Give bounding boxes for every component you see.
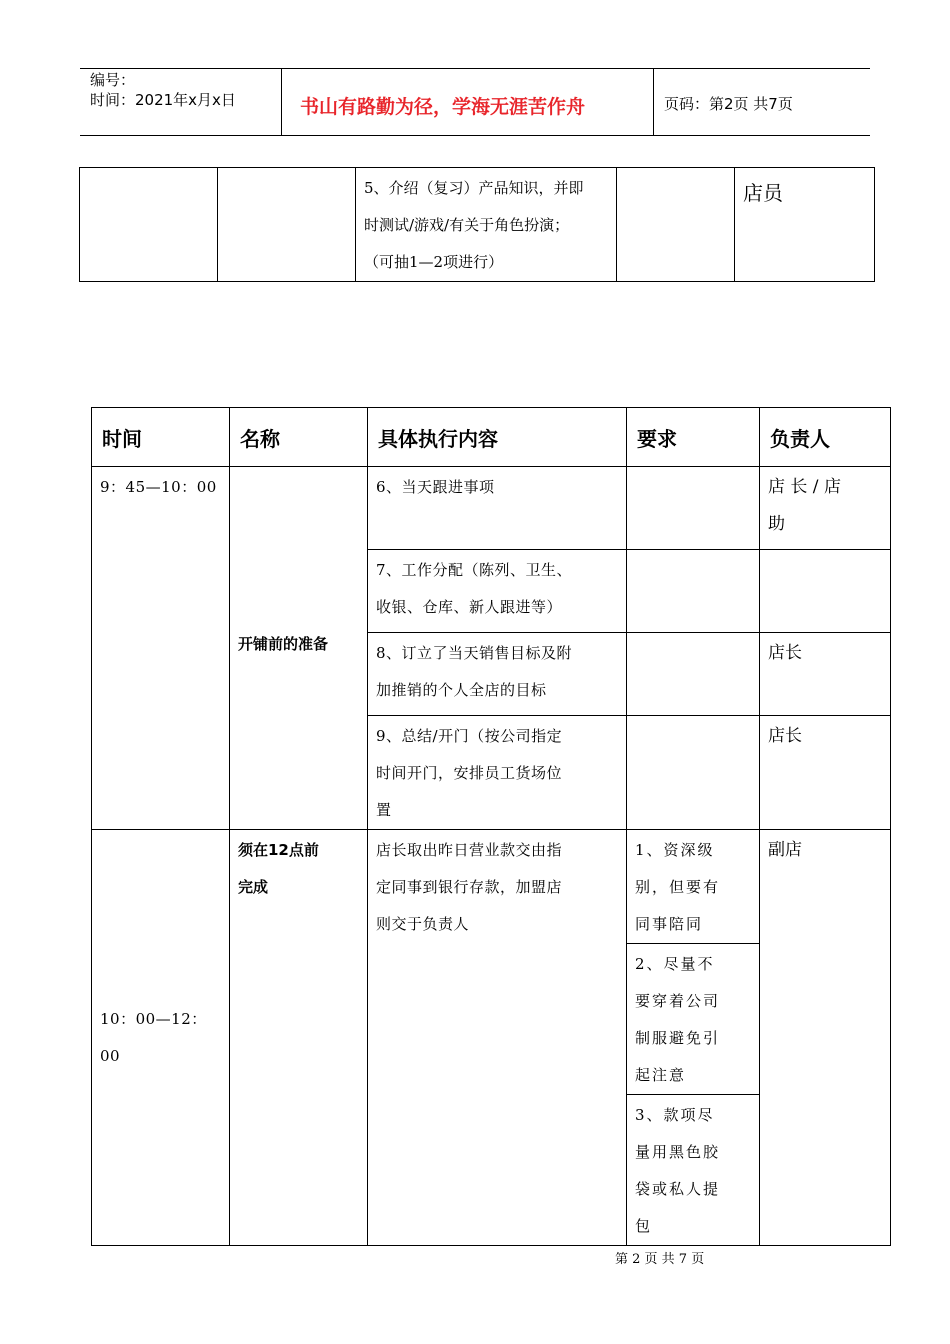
requirement-line: 2、尽量不 xyxy=(635,955,715,973)
schedule-table xyxy=(91,407,891,1246)
content-line: 7、工作分配（陈列、卫生、 xyxy=(376,561,573,579)
document-number-label: 编号： xyxy=(90,71,136,89)
requirement-line: 别，但要有 xyxy=(635,878,721,896)
content-cell xyxy=(368,467,627,550)
content-line: 则交于负责人 xyxy=(376,915,470,933)
content-line: 定同事到银行存款，加盟店 xyxy=(376,878,563,896)
name-cell xyxy=(230,467,368,830)
name-line: 完成 xyxy=(238,878,269,896)
owner-line: 店 长 / 店 xyxy=(768,477,841,497)
header-divider-right xyxy=(653,68,654,136)
content-cell xyxy=(368,550,627,633)
header-content: 具体执行内容 xyxy=(368,408,627,467)
content-line: 店长取出昨日营业款交由指 xyxy=(376,841,563,859)
requirement-cell xyxy=(627,550,760,633)
requirement-cell xyxy=(627,633,760,716)
owner-cell xyxy=(735,168,875,282)
table-header-row xyxy=(92,408,891,467)
header-time: 时间 xyxy=(92,408,230,467)
time-cell xyxy=(92,830,230,1246)
table-cell-empty xyxy=(617,168,735,282)
table-row xyxy=(92,830,891,944)
table-row xyxy=(92,467,891,550)
page-indicator: 页码：第2页 共7页 xyxy=(664,95,793,113)
content-cell xyxy=(368,830,627,1246)
table-row xyxy=(80,168,875,282)
name-text: 开铺前的准备 xyxy=(238,634,329,653)
header-motto: 书山有路勤为径，学海无涯苦作舟 xyxy=(300,96,586,118)
requirement-cell xyxy=(627,1095,760,1246)
content-line: 6、当天跟进事项 xyxy=(376,478,495,496)
header-name: 名称 xyxy=(230,408,368,467)
content-line: 8、订立了当天销售目标及附 xyxy=(376,644,573,662)
time-text: 10：00—12：00 xyxy=(100,1009,207,1065)
content-line: 收银、仓库、新人跟进等） xyxy=(376,598,563,616)
continuation-table xyxy=(79,167,875,282)
requirement-line: 包 xyxy=(635,1217,653,1235)
page-footer: 第 2 页 共 7 页 xyxy=(615,1252,705,1267)
time-cell xyxy=(92,467,230,830)
requirement-line: 要穿着公司 xyxy=(635,992,721,1010)
owner-text: 副店 xyxy=(768,840,802,860)
owner-line: 助 xyxy=(768,514,785,534)
owner-cell xyxy=(760,633,891,716)
requirement-cell xyxy=(627,830,760,944)
requirement-line: 1、资深级 xyxy=(635,841,715,859)
owner-text: 店员 xyxy=(743,181,783,205)
requirement-cell xyxy=(627,467,760,550)
owner-cell xyxy=(760,716,891,830)
requirement-line: 同事陪同 xyxy=(635,915,704,933)
requirement-cell xyxy=(627,944,760,1095)
header-top-rule xyxy=(80,68,870,69)
header-requirement: 要求 xyxy=(627,408,760,467)
requirement-line: 袋或私人提 xyxy=(635,1180,721,1198)
table-cell-empty xyxy=(218,168,356,282)
header-owner: 负责人 xyxy=(760,408,891,467)
time-text: 9：45—10：00 xyxy=(100,478,217,496)
content-line: 5、介绍（复习）产品知识，并即 xyxy=(364,179,584,197)
content-line: 置 xyxy=(376,801,392,819)
header-divider-left xyxy=(281,68,282,136)
content-line: 时间开门，安排员工货场位 xyxy=(376,764,563,782)
content-line: 加推销的个人全店的目标 xyxy=(376,681,547,699)
content-cell xyxy=(368,716,627,830)
owner-line: 店长 xyxy=(768,726,802,746)
owner-cell xyxy=(760,830,891,1246)
content-line: 9、总结/开门（按公司指定 xyxy=(376,727,563,745)
owner-line: 店长 xyxy=(768,643,802,663)
requirement-line: 量用黑色胶 xyxy=(635,1143,721,1161)
name-cell xyxy=(230,830,368,1246)
content-line: （可抽1—2项进行） xyxy=(364,253,504,271)
requirement-cell xyxy=(627,716,760,830)
table-cell-empty xyxy=(80,168,218,282)
content-line: 时测试/游戏/有关于角色扮演； xyxy=(364,216,570,234)
document-time-label: 时间：2021年x月x日 xyxy=(90,91,236,109)
owner-cell xyxy=(760,550,891,633)
requirement-line: 3、款项尽 xyxy=(635,1106,715,1124)
header-bottom-rule xyxy=(80,135,870,136)
requirement-line: 起注意 xyxy=(635,1066,687,1084)
requirement-line: 制服避免引 xyxy=(635,1029,721,1047)
content-cell xyxy=(356,168,617,282)
name-line: 须在12点前 xyxy=(238,841,319,859)
owner-cell xyxy=(760,467,891,550)
content-cell xyxy=(368,633,627,716)
